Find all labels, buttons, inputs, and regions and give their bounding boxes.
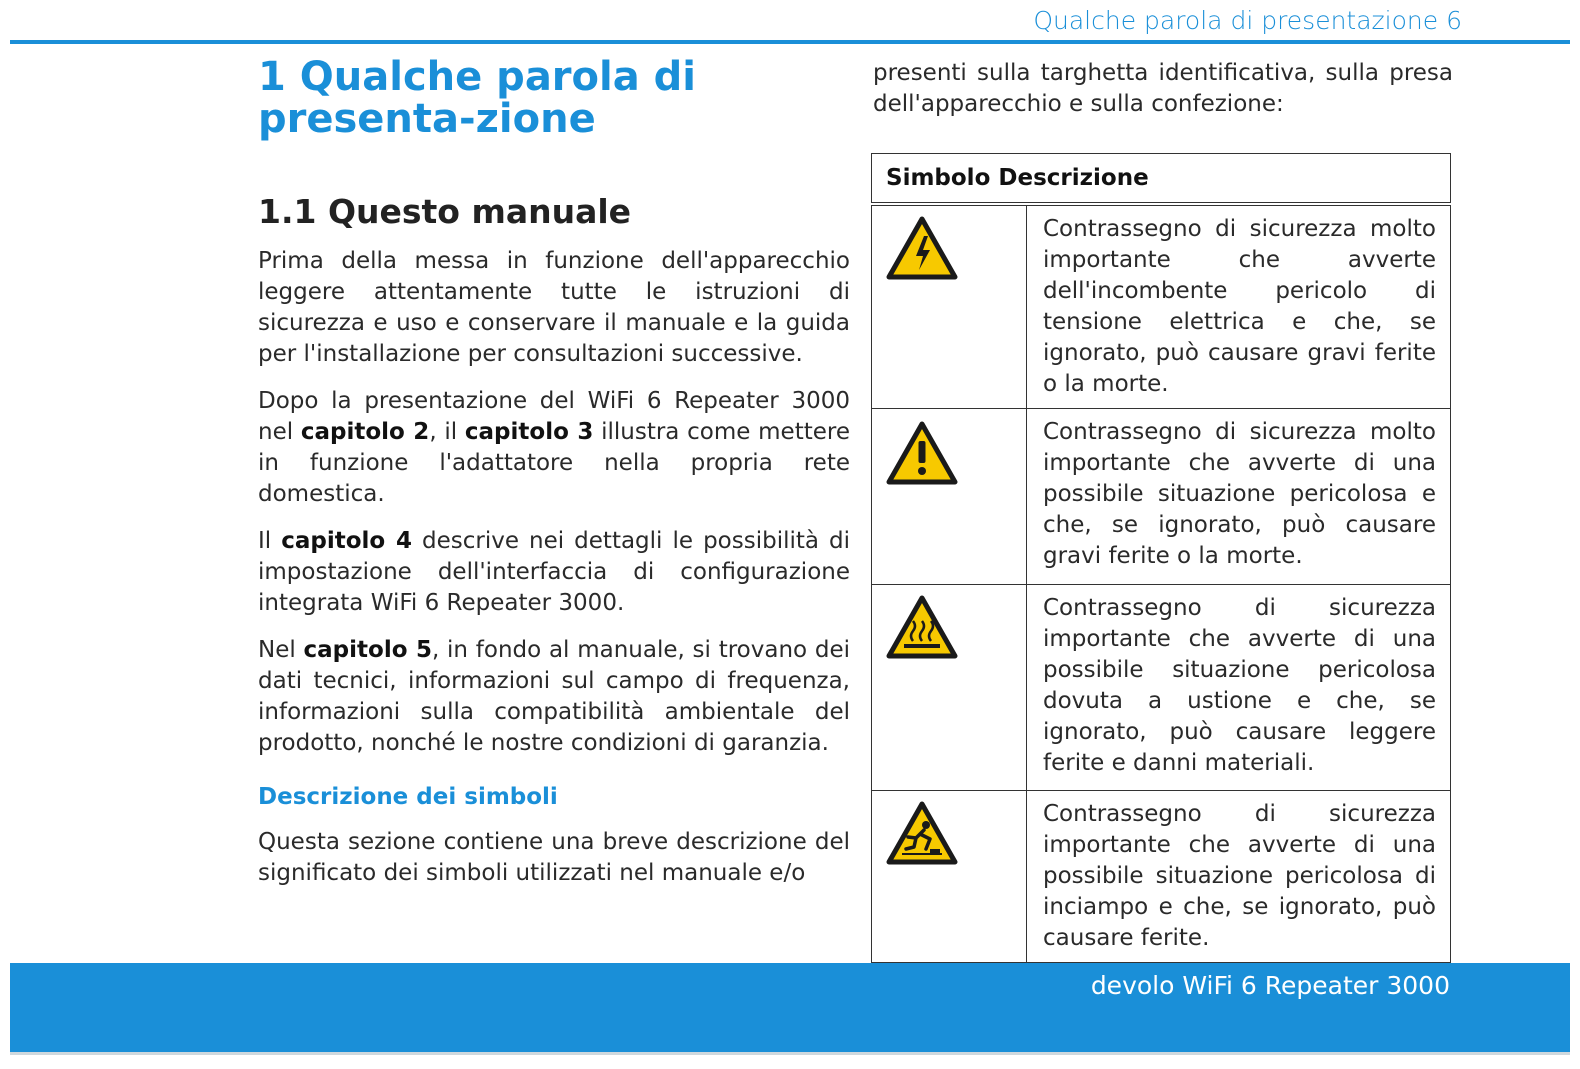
paragraph-chapter-4 bbox=[258, 526, 850, 619]
table-row bbox=[872, 204, 1451, 409]
chapter-5-ref: capitolo 5 bbox=[303, 637, 432, 663]
chapter-2-ref: capitolo 2 bbox=[300, 419, 430, 445]
text: Nel bbox=[258, 637, 304, 663]
header-symbol: Simbolo bbox=[886, 165, 991, 191]
symbols-subheading: Descrizione dei simboli bbox=[258, 784, 558, 810]
text: descrive nei dettagli le possibilità di impostazione dell'interfaccia di configurazione integrata WiFi 6 Repeater 3000. bbox=[258, 528, 851, 616]
trip-hazard-warning-icon bbox=[886, 801, 958, 865]
footer-product-name: devolo WiFi 6 Repeater 3000 bbox=[1090, 971, 1450, 1000]
running-header-title: Qualche parola di presentazione 6 bbox=[1033, 6, 1462, 35]
table-header-cell bbox=[872, 154, 1451, 205]
header-description: Descrizione bbox=[998, 165, 1149, 191]
section-title: 1.1 Questo manuale bbox=[258, 192, 632, 231]
table-header-row bbox=[872, 154, 1451, 205]
text: , il bbox=[429, 419, 465, 445]
electric-shock-warning-icon bbox=[886, 216, 958, 280]
symbol-cell bbox=[872, 585, 1027, 791]
symbol-cell bbox=[872, 409, 1027, 585]
footer-bar bbox=[10, 963, 1570, 1053]
text: , in fondo al manuale, si trovano dei dati tecnici, informazioni sul campo di frequenza, informazioni sulla compatibilità ambientale del prodotto, nonché le nostre condizioni di garanzia. bbox=[258, 637, 850, 756]
bottom-divider bbox=[10, 1052, 1570, 1055]
description-cell: Contrassegno di sicurezza importante che avverte di una possibile situazione pericolosa di inciampo e che, se ignorato, può causare ferite. bbox=[1027, 791, 1451, 963]
symbol-cell bbox=[872, 204, 1027, 409]
general-warning-icon bbox=[886, 421, 958, 485]
chapter-title: 1 Qualche parola di presenta-zione bbox=[258, 54, 696, 142]
paragraph-symbols-intro-continued: presenti sulla targhetta identificativa, sulla presa dell'apparecchio e sulla confezione: bbox=[873, 60, 1453, 117]
paragraph-symbols-intro: Questa sezione contiene una breve descrizione del significato dei simboli utilizzati nel manuale e/o bbox=[258, 829, 850, 886]
hot-surface-warning-icon bbox=[886, 595, 958, 659]
symbol-cell bbox=[872, 791, 1027, 963]
chapter-4-ref: capitolo 4 bbox=[281, 528, 412, 554]
paragraph-intro: Prima della messa in funzione dell'apparecchio leggere attentamente tutte le istruzioni di sicurezza e uso e conservare il manuale e la guida per l'installazione per consultazioni successive. bbox=[258, 248, 850, 367]
description-cell: Contrassegno di sicurezza molto importante che avverte di una possibile situazione pericolosa e che, se ignorato, può causare gravi ferite o la morte. bbox=[1027, 409, 1451, 585]
chapter-3-ref: capitolo 3 bbox=[464, 419, 594, 445]
left-column bbox=[258, 56, 850, 889]
paragraph-chapter-5 bbox=[258, 635, 850, 759]
right-column bbox=[873, 58, 1453, 120]
text: Il bbox=[258, 528, 282, 554]
table-row bbox=[872, 585, 1451, 791]
symbols-table bbox=[871, 153, 1451, 963]
table-row bbox=[872, 791, 1451, 963]
table-row bbox=[872, 409, 1451, 585]
text: Dopo la presentazione del WiFi 6 Repeater 3000 nel bbox=[258, 388, 850, 445]
paragraph-chapter-2-3 bbox=[258, 386, 850, 510]
description-cell: Contrassegno di sicurezza importante che avverte di una possibile situazione pericolosa dovuta a ustione e che, se ignorato, può causare leggere ferite e danni materiali. bbox=[1027, 585, 1451, 791]
text: illustra come mettere in funzione l'adattatore nella propria rete domestica. bbox=[258, 419, 850, 507]
description-cell: Contrassegno di sicurezza molto importante che avverte dell'incombente pericolo di tensione elettrica e che, se ignorato, può causare gravi ferite o la morte. bbox=[1027, 204, 1451, 409]
header-divider bbox=[10, 40, 1570, 44]
